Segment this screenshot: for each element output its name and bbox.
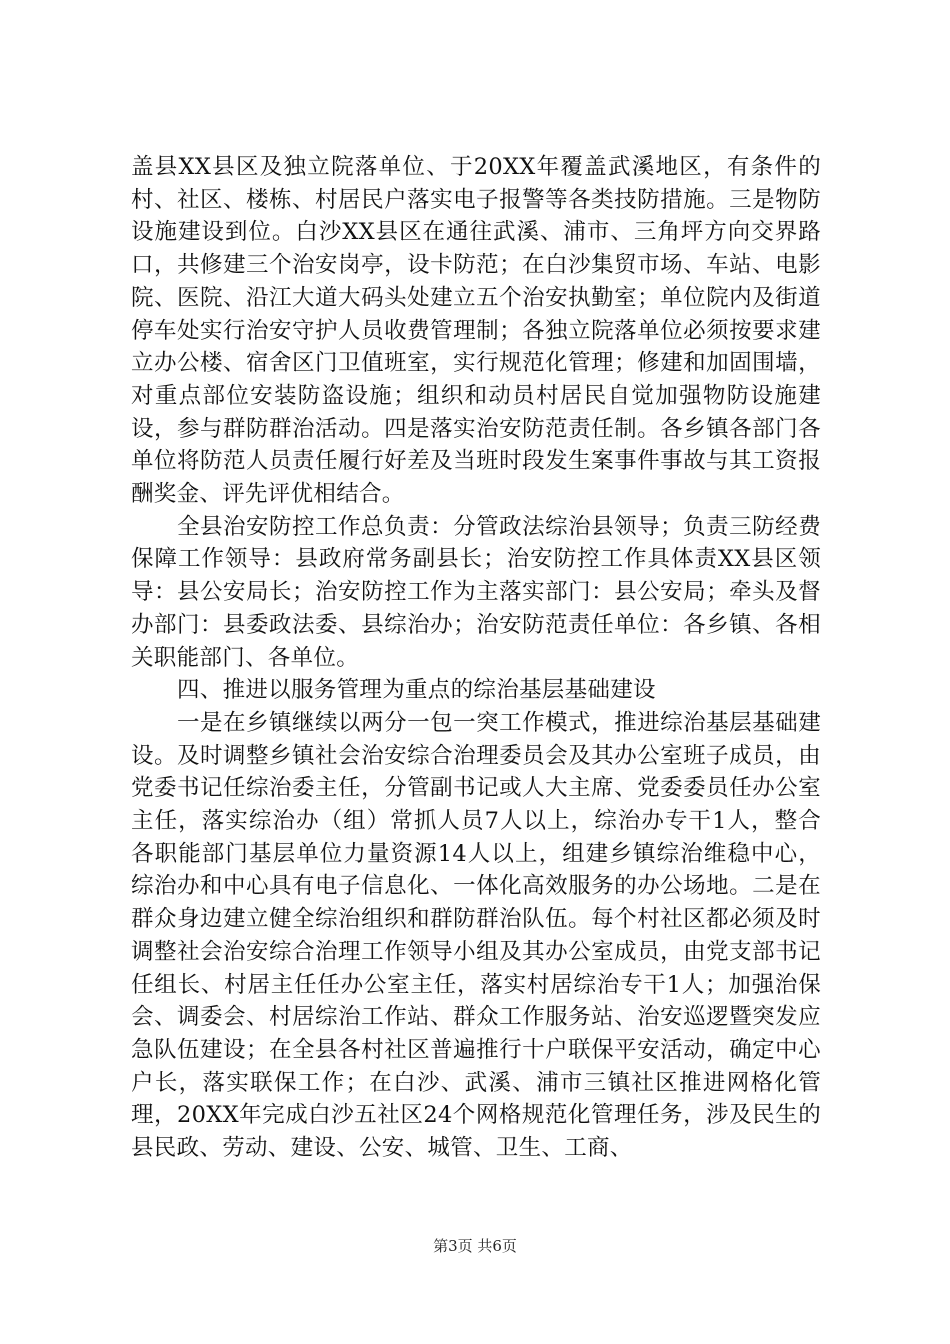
paragraph-1: 盖县XX县区及独立院落单位、于20XX年覆盖武溪地区，有条件的村、社区、楼栋、村居民户落实电子报警等各类技防措施。三是物防设施建设到位。白沙XX县区在通往武溪、浦市、三角坪方向交界路口，共修建三个治安岗亭，设卡防范；在白沙集贸市场、车站、电影院、医院、沿江大道大码头处建立五个治安执勤室；单位院内及街道停车处实行治安守护人员收费管理制；各独立院落单位必须按要求建立办公楼、宿舍区门卫值班室，实行规范化管理；修建和加固围墙，对重点部位安装防盗设施；组织和动员村居民自觉加强物防设施建设，参与群防群治活动。四是落实治安防范责任制。各乡镇各部门各单位将防范人员责任履行好差及当班时段发生案事件事故与其工资报酬奖金、评先评优相结合。 — [131, 154, 821, 508]
section-heading: 四、推进以服务管理为重点的综治基层基础建设 — [177, 677, 656, 704]
document-body — [131, 151, 821, 1165]
paragraph-2: 全县治安防控工作总负责：分管政法综治县领导；负责三防经费保障工作领导：县政府常务副县长；治安防控工作具体责XX县区领导：县公安局长；治安防控工作为主落实部门：县公安局；牵头及督办部门：县委政法委、县综治办；治安防范责任单位：各乡镇、各相关职能部门、各单位。 — [131, 513, 821, 671]
page-number-footer: 第3页 共6页 — [433, 1237, 517, 1255]
paragraph-3: 一是在乡镇继续以两分一包一突工作模式，推进综治基层基础建设。及时调整乡镇社会治安综合治理委员会及其办公室班子成员，由党委书记任综治委主任，分管副书记或人大主席、党委委员任办公室主任，落实综治办（组）常抓人员7人以上，综治办专干1人，整合各职能部门基层单位力量资源14人以上，组建乡镇综治维稳中心，综治办和中心具有电子信息化、一体化高效服务的办公场地。二是在群众身边建立健全综治组织和群防群治队伍。每个村社区都必须及时调整社会治安综合治理工作领导小组及其办公室成员，由党支部书记任组长、村居主任任办公室主任，落实村居综治专干1人；加强治保会、调委会、村居综治工作站、群众工作服务站、治安巡逻暨突发应急队伍建设；在全县各村社区普遍推行十户联保平安活动，确定中心户长，落实联保工作；在白沙、武溪、浦市三镇社区推进网格化管理，20XX年完成白沙五社区24个网格规范化管理任务，涉及民生的县民政、劳动、建设、公安、城管、卫生、工商、 — [131, 709, 821, 1162]
